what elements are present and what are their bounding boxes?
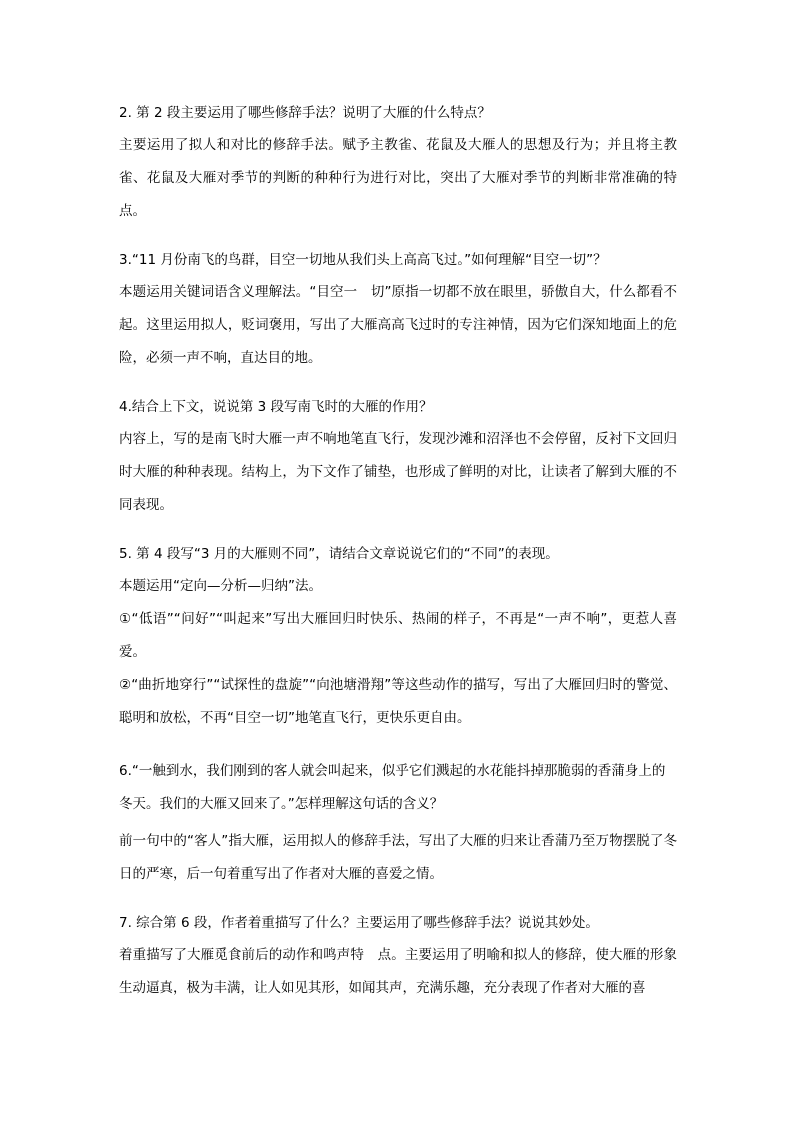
answer-text: 内容上，写的是南飞时大雁一声不响地笔直飞行，发现沙滩和沼泽也不会停留，反衬下文回归时大雁的种种表现。结构上，为下文作了铺垫，也形成了鲜明的对比，让读者了解到大雁的不同表现。 <box>119 431 677 513</box>
question-text: 4.结合上下文，说说第 3 段写南飞时的大雁的作用？ <box>119 399 433 415</box>
question-text: 2. 第 2 段主要运用了哪些修辞手法？说明了大雁的什么特点？ <box>119 105 491 121</box>
question-block-2 <box>119 101 677 228</box>
answer-text: 着重描写了大雁觅食前后的动作和鸣声特 点。主要运用了明喻和拟人的修辞，使大雁的形象生动逼真，极为丰满，让人如见其形，如闻其声，充满乐趣，充分表现了作者对大雁的喜 <box>119 947 677 996</box>
answer-text: ①“低语”“问好”“叫起来”写出大雁回归时快乐、热闹的样子，不再是“一声不响”，更惹人喜爱。 <box>119 611 677 660</box>
question-text: 5. 第 4 段写“3 月的大雁则不同”，请结合文章说说它们的“不同”的表现。 <box>119 546 559 562</box>
answer-text: ②“曲折地穿行”“试探性的盘旋”“向池塘滑翔”等这些动作的描写，写出了大雁回归时的警觉、聪明和放松，不再“目空一切”地笔直飞行，更快乐更自由。 <box>119 677 677 726</box>
question-block-4 <box>119 395 677 522</box>
question-text: 7. 综合第 6 段，作者着重描写了什么？主要运用了哪些修辞手法？说说其妙处。 <box>119 915 599 931</box>
answer-text: 本题运用关键词语含义理解法。“目空一 切”原指一切都不放在眼里，骄傲自大，什么都看不起。这里运用拟人，贬词褒用，写出了大雁高高飞过时的专注神情，因为它们深知地面上的危险，必须一声不响，直达目的地。 <box>119 284 677 366</box>
document-content <box>119 101 677 1005</box>
question-block-6 <box>119 755 677 891</box>
question-text: 6.“一触到水，我们刚到的客人就会叫起来，似乎它们溅起的水花能抖掉那脆弱的香蒲身上的冬天。我们的大雁又回来了。”怎样理解这句话的含义？ <box>119 763 666 812</box>
answer-text: 本题运用“定向—分析—归纳”法。 <box>119 578 322 594</box>
answer-text: 前一句中的“客人”指大雁，运用拟人的修辞手法，写出了大雁的归来让香蒲乃至万物摆脱了冬日的严寒，后一句着重写出了作者对大雁的喜爱之情。 <box>119 833 677 882</box>
question-text: 3.“11 月份南飞的鸟群，目空一切地从我们头上高高飞过。”如何理解“目空一切”？ <box>119 252 607 268</box>
question-block-3 <box>119 248 677 375</box>
answer-text: 主要运用了拟人和对比的修辞手法。赋予主教雀、花鼠及大雁人的思想及行为；并且将主教雀、花鼠及大雁对季节的判断的种种行为进行对比，突出了大雁对季节的判断非常准确的特点。 <box>119 137 677 219</box>
question-block-5 <box>119 542 677 735</box>
question-block-7 <box>119 911 677 1005</box>
